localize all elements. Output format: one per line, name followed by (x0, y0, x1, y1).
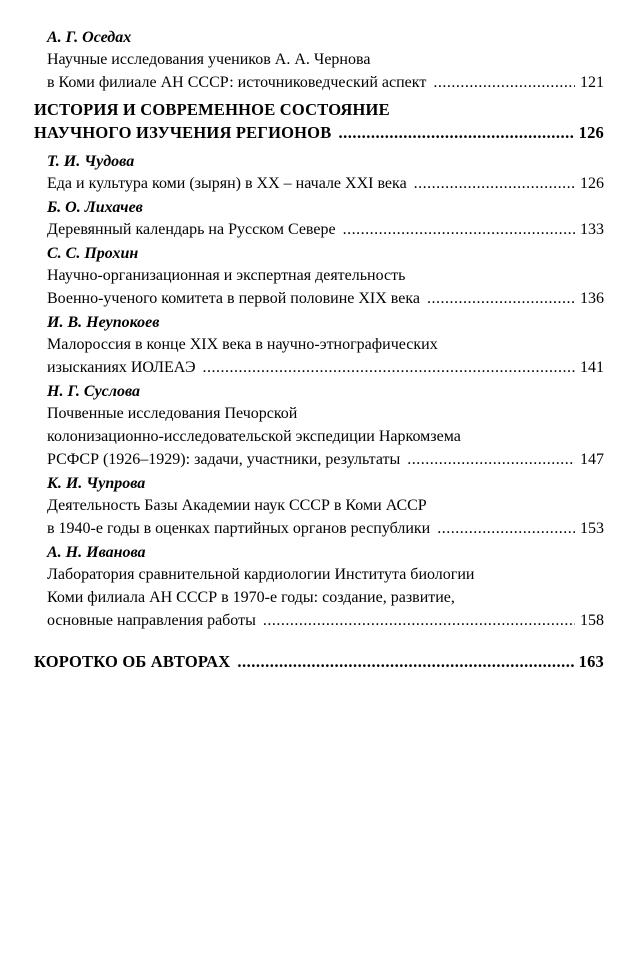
entry-title-text: Военно-ученого комитета в первой половине XIX века (47, 290, 420, 307)
entry-page-number: 153 (580, 520, 604, 537)
entry-title-last-line[interactable] (47, 609, 604, 632)
section-title-last-line (34, 650, 604, 673)
entry-page-number: 121 (580, 74, 604, 91)
section-page-number: 126 (578, 123, 604, 142)
entry-author: И. В. Неупокоев (47, 314, 160, 331)
section-title-line: ИСТОРИЯ И СОВРЕМЕННОЕ СОСТОЯНИЕ (34, 100, 390, 119)
entry-title-text: в Коми филиале АН СССР: источниковедческий аспект (47, 74, 427, 91)
entry-title-last-line[interactable] (47, 356, 604, 379)
leader-dots (203, 356, 575, 379)
leader-dots (414, 172, 575, 195)
toc-entry (34, 542, 604, 632)
entry-title-line: Научные исследования учеников А. А. Чернова (47, 51, 371, 68)
section-title-text: КОРОТКО ОБ АВТОРАХ (34, 652, 231, 671)
entry-title-text: РСФСР (1926–1929): задачи, участники, результаты (47, 451, 401, 468)
about-authors-heading[interactable] (34, 650, 604, 673)
entry-page-number: 158 (580, 612, 604, 629)
entry-title-last-line[interactable] (47, 448, 604, 471)
entry-page-number: 141 (580, 359, 604, 376)
entry-page-number: 136 (580, 290, 604, 307)
entry-title-line: Лаборатория сравнительной кардиологии Института биологии (47, 566, 475, 583)
leader-dots (427, 287, 575, 310)
entry-title-line: Научно-организационная и экспертная деятельность (47, 267, 406, 284)
entry-page-number: 133 (580, 221, 604, 238)
toc-entry (34, 151, 604, 195)
leader-dots (407, 448, 575, 471)
entry-title-last-line[interactable] (47, 172, 604, 195)
entry-author: Т. И. Чудова (47, 153, 135, 170)
entry-title-text: изысканиях ИОЛЕАЭ (47, 359, 196, 376)
section-page-number: 163 (578, 652, 604, 671)
entry-page-number: 147 (580, 451, 604, 468)
leader-dots (437, 517, 575, 540)
section-title-last-line (34, 121, 604, 144)
entry-title-text: в 1940-е годы в оценках партийных органов республики (47, 520, 431, 537)
leader-dots (343, 218, 575, 241)
entry-title-last-line[interactable] (47, 218, 604, 241)
entry-title-text: основные направления работы (47, 612, 256, 629)
entry-title-text: Деревянный календарь на Русском Севере (47, 221, 336, 238)
entry-author: Н. Г. Суслова (47, 383, 141, 400)
entry-author: А. Н. Иванова (47, 544, 146, 561)
leader-dots (433, 71, 575, 94)
toc-entry (34, 473, 604, 540)
entry-title-line: Почвенные исследования Печорской (47, 405, 298, 422)
entry-title-text: Еда и культура коми (зырян) в ХХ – начале ХХI века (47, 175, 407, 192)
entry-title-last-line[interactable] (47, 517, 604, 540)
table-of-contents (34, 27, 604, 680)
entry-title-line: колонизационно-исследовательской экспедиции Наркомзема (47, 428, 461, 445)
entry-title-last-line[interactable] (47, 71, 604, 94)
toc-entry (34, 27, 604, 94)
leader-dots (237, 650, 573, 673)
leader-dots (263, 609, 575, 632)
entry-title-line: Деятельность Базы Академии наук СССР в Коми АССР (47, 497, 427, 514)
entry-author: К. И. Чупрова (47, 475, 146, 492)
entry-page-number: 126 (580, 175, 604, 192)
entry-title-last-line[interactable] (47, 287, 604, 310)
toc-entry (34, 381, 604, 471)
section-heading[interactable] (34, 98, 604, 144)
entry-author: А. Г. Оседах (47, 29, 132, 46)
entry-title-line: Малороссия в конце XIX века в научно-этнографических (47, 336, 438, 353)
toc-entry (34, 312, 604, 379)
toc-entry (34, 197, 604, 241)
entry-title-line: Коми филиала АН СССР в 1970-е годы: создание, развитие, (47, 589, 455, 606)
section-title-text: НАУЧНОГО ИЗУЧЕНИЯ РЕГИОНОВ (34, 123, 332, 142)
entry-author: Б. О. Лихачев (47, 199, 143, 216)
leader-dots (338, 121, 573, 144)
toc-entry (34, 243, 604, 310)
entry-author: С. С. Прохин (47, 245, 139, 262)
